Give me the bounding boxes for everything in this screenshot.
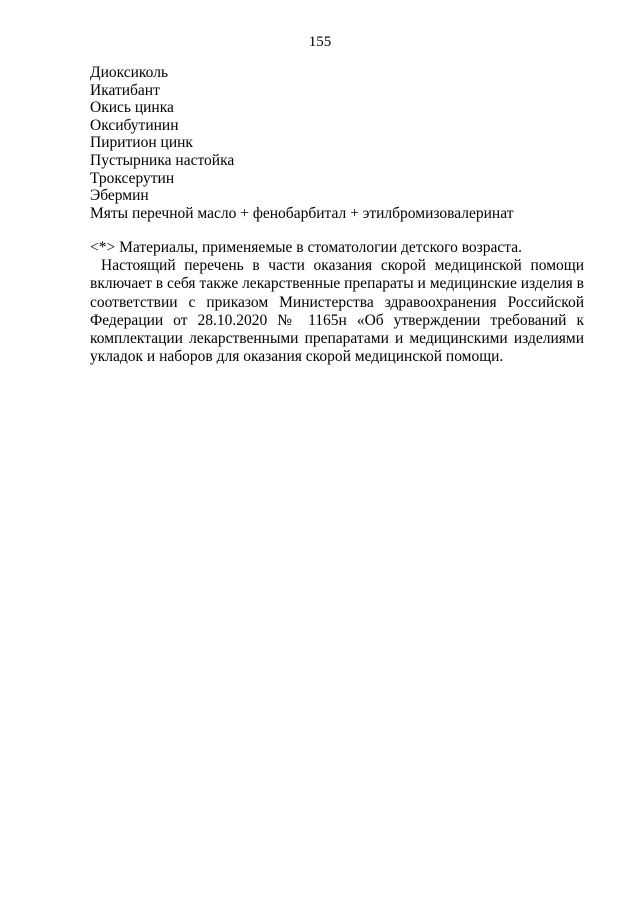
drug-list-item: Пустырника настойка [90, 151, 235, 169]
drug-list-item: Мяты перечной масло + фенобарбитал + этилбромизовалеринат [90, 204, 514, 222]
drug-list-item: Оксибутинин [90, 116, 179, 134]
footnote: <*> Материалы, применяемые в стоматологии детского возраста. [90, 239, 523, 257]
page-number: 155 [308, 34, 332, 50]
drug-list-item: Диоксиколь [90, 64, 169, 81]
page-content [90, 64, 584, 367]
drug-list-item: Пиритион цинк [90, 134, 193, 152]
drug-list-item: Икатибант [90, 81, 160, 99]
body-paragraph: Настоящий перечень в части оказания скорой медицинской помощи включает в себя также лекарственные препараты и медицинские изделия в соответствии с приказом Министерства здравоохранения Российской Федерации от 28.10.2020 № 1165н «Об утверждении требований к комплектации лекарственными препаратами и медицинскими изделиями укладок и наборов для оказания скорой медицинской помощи. [90, 256, 584, 366]
drug-list-item: Троксерутин [90, 169, 175, 187]
drug-list [90, 64, 584, 222]
drug-list-item: Эбермин [90, 187, 149, 205]
drug-list-item: Окись цинка [90, 99, 174, 117]
